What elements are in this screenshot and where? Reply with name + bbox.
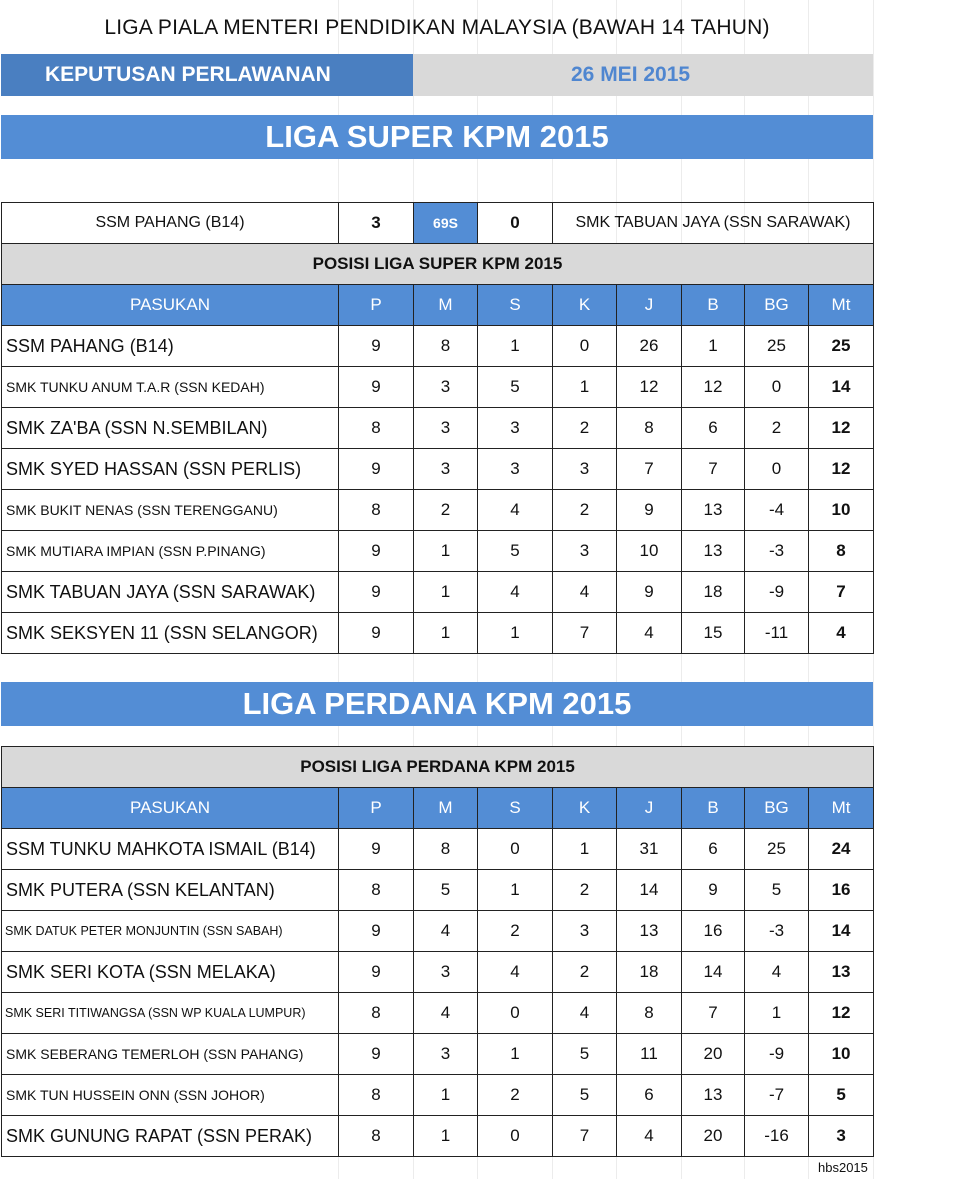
points-cell: 25	[809, 326, 874, 367]
stat-cell: 4	[553, 572, 617, 613]
stat-cell: 1	[478, 326, 553, 367]
stat-cell: 5	[553, 1034, 617, 1075]
stat-cell: 9	[339, 531, 414, 572]
team-name: SMK SERI KOTA (SSN MELAKA)	[2, 952, 339, 993]
points-cell: 4	[809, 613, 874, 654]
stat-cell: 9	[682, 870, 745, 911]
stat-cell: -9	[745, 572, 809, 613]
table-row	[2, 1034, 874, 1075]
away-score: 0	[478, 203, 553, 244]
stat-cell: 12	[682, 367, 745, 408]
column-header: P	[339, 788, 414, 829]
team-name: SSM PAHANG (B14)	[2, 326, 339, 367]
stat-cell: 9	[339, 1034, 414, 1075]
column-header: K	[553, 788, 617, 829]
team-name: SMK TUNKU ANUM T.A.R (SSN KEDAH)	[2, 367, 339, 408]
stat-cell: -11	[745, 613, 809, 654]
stat-cell: -7	[745, 1075, 809, 1116]
team-name: SMK MUTIARA IMPIAN (SSN P.PINANG)	[2, 531, 339, 572]
stat-cell: 2	[553, 490, 617, 531]
stat-cell: 25	[745, 829, 809, 870]
stat-cell: 31	[617, 829, 682, 870]
points-cell: 24	[809, 829, 874, 870]
page-title-text: LIGA PIALA MENTERI PENDIDIKAN MALAYSIA (BAWAH 14 TAHUN)	[104, 16, 770, 39]
points-cell: 3	[809, 1116, 874, 1157]
column-header: K	[553, 285, 617, 326]
stat-cell: -9	[745, 1034, 809, 1075]
team-name: SSM TUNKU MAHKOTA ISMAIL (B14)	[2, 829, 339, 870]
stat-cell: 3	[414, 408, 478, 449]
stat-cell: 7	[617, 449, 682, 490]
stat-cell: 2	[553, 870, 617, 911]
stat-cell: 9	[339, 449, 414, 490]
team-name: SMK TABUAN JAYA (SSN SARAWAK)	[2, 572, 339, 613]
table-row	[2, 613, 874, 654]
stat-cell: 8	[339, 1116, 414, 1157]
column-header: S	[478, 788, 553, 829]
stat-cell: 1	[414, 1116, 478, 1157]
match-result-label: KEPUTUSAN PERLAWANAN	[1, 54, 413, 96]
stat-cell: 4	[617, 613, 682, 654]
points-cell: 8	[809, 531, 874, 572]
team-name: SMK SERI TITIWANGSA (SSN WP KUALA LUMPUR)	[2, 993, 339, 1034]
table-row	[2, 870, 874, 911]
stat-cell: 9	[617, 490, 682, 531]
table-row	[2, 1116, 874, 1157]
stat-cell: 1	[553, 367, 617, 408]
team-name: SMK DATUK PETER MONJUNTIN (SSN SABAH)	[2, 911, 339, 952]
table-row	[2, 531, 874, 572]
perdana-league-heading-text: LIGA PERDANA KPM 2015	[242, 686, 632, 721]
column-header: BG	[745, 285, 809, 326]
stat-cell: 8	[339, 408, 414, 449]
stat-cell: 4	[617, 1116, 682, 1157]
stat-cell: 7	[553, 1116, 617, 1157]
stat-cell: -3	[745, 531, 809, 572]
stat-cell: 3	[414, 952, 478, 993]
stat-cell: 0	[478, 1116, 553, 1157]
stat-cell: 13	[617, 911, 682, 952]
stat-cell: 9	[339, 911, 414, 952]
stat-cell: 8	[339, 993, 414, 1034]
stat-cell: 1	[553, 829, 617, 870]
standings-title-row	[2, 244, 874, 285]
standings-title: POSISI LIGA PERDANA KPM 2015	[2, 747, 874, 788]
stat-cell: 1	[414, 531, 478, 572]
column-header: M	[414, 788, 478, 829]
stat-cell: 6	[617, 1075, 682, 1116]
column-header: M	[414, 285, 478, 326]
stat-cell: 1	[682, 326, 745, 367]
standings-title-row	[2, 747, 874, 788]
stat-cell: 5	[478, 367, 553, 408]
stat-cell: 13	[682, 531, 745, 572]
stat-cell: 3	[553, 911, 617, 952]
stat-cell: 3	[478, 408, 553, 449]
stat-cell: 18	[682, 572, 745, 613]
team-name: SMK TUN HUSSEIN ONN (SSN JOHOR)	[2, 1075, 339, 1116]
stat-cell: 6	[682, 829, 745, 870]
stat-cell: 3	[414, 449, 478, 490]
super-league-heading-text: LIGA SUPER KPM 2015	[265, 119, 609, 154]
table-row	[2, 326, 874, 367]
footer-credit: hbs2015	[818, 1160, 868, 1175]
stat-cell: 1	[478, 613, 553, 654]
points-cell: 7	[809, 572, 874, 613]
column-header: J	[617, 788, 682, 829]
team-name: SMK SEBERANG TEMERLOH (SSN PAHANG)	[2, 1034, 339, 1075]
stat-cell: 3	[414, 1034, 478, 1075]
stat-cell: 0	[745, 367, 809, 408]
match-code: 69S	[414, 203, 478, 244]
stat-cell: 7	[553, 613, 617, 654]
stat-cell: 1	[414, 1075, 478, 1116]
column-header: B	[682, 285, 745, 326]
super-league-heading	[1, 115, 873, 159]
match-row	[2, 203, 874, 244]
stat-cell: 0	[478, 829, 553, 870]
table-row	[2, 449, 874, 490]
table-row	[2, 367, 874, 408]
stat-cell: 11	[617, 1034, 682, 1075]
home-team: SSM PAHANG (B14)	[2, 203, 339, 244]
team-name: SMK BUKIT NENAS (SSN TERENGGANU)	[2, 490, 339, 531]
away-team: SMK TABUAN JAYA (SSN SARAWAK)	[553, 203, 874, 244]
stat-cell: 3	[553, 449, 617, 490]
perdana-league-heading	[1, 682, 873, 726]
stat-cell: 4	[745, 952, 809, 993]
points-cell: 12	[809, 449, 874, 490]
stat-cell: 4	[553, 993, 617, 1034]
stat-cell: -16	[745, 1116, 809, 1157]
stat-cell: 8	[617, 993, 682, 1034]
team-name: SMK PUTERA (SSN KELANTAN)	[2, 870, 339, 911]
team-name: SMK SEKSYEN 11 (SSN SELANGOR)	[2, 613, 339, 654]
stat-cell: 1	[478, 1034, 553, 1075]
stat-cell: 4	[414, 911, 478, 952]
column-header-row	[2, 788, 874, 829]
stat-cell: 10	[617, 531, 682, 572]
table-row	[2, 408, 874, 449]
stat-cell: 9	[617, 572, 682, 613]
stat-cell: 26	[617, 326, 682, 367]
stat-cell: 5	[553, 1075, 617, 1116]
stat-cell: 8	[414, 829, 478, 870]
stat-cell: 7	[682, 449, 745, 490]
stat-cell: 4	[478, 490, 553, 531]
points-cell: 10	[809, 490, 874, 531]
stat-cell: 9	[339, 367, 414, 408]
stat-cell: 1	[478, 870, 553, 911]
stat-cell: 8	[339, 1075, 414, 1116]
column-header: Mt	[809, 788, 874, 829]
stat-cell: 18	[617, 952, 682, 993]
stat-cell: 13	[682, 490, 745, 531]
stat-cell: 8	[617, 408, 682, 449]
stat-cell: 5	[414, 870, 478, 911]
table-row	[2, 993, 874, 1034]
stat-cell: 6	[682, 408, 745, 449]
stat-cell: 9	[339, 829, 414, 870]
stat-cell: 2	[745, 408, 809, 449]
stat-cell: 20	[682, 1034, 745, 1075]
stat-cell: 0	[553, 326, 617, 367]
table-row	[2, 572, 874, 613]
table-row	[2, 911, 874, 952]
match-date: 26 MEI 2015	[413, 54, 873, 96]
stat-cell: 13	[682, 1075, 745, 1116]
stat-cell: 4	[478, 572, 553, 613]
stat-cell: 4	[478, 952, 553, 993]
stat-cell: 0	[745, 449, 809, 490]
stat-cell: 7	[682, 993, 745, 1034]
column-header: BG	[745, 788, 809, 829]
match-result-bar	[1, 54, 873, 96]
column-header: Mt	[809, 285, 874, 326]
stat-cell: 1	[745, 993, 809, 1034]
points-cell: 5	[809, 1075, 874, 1116]
stat-cell: 4	[414, 993, 478, 1034]
team-name: SMK ZA'BA (SSN N.SEMBILAN)	[2, 408, 339, 449]
stat-cell: 2	[478, 1075, 553, 1116]
stat-cell: 1	[414, 613, 478, 654]
home-score: 3	[339, 203, 414, 244]
super-league-table	[1, 202, 874, 654]
stat-cell: 3	[553, 531, 617, 572]
stat-cell: -4	[745, 490, 809, 531]
stat-cell: 2	[553, 952, 617, 993]
stat-cell: 14	[682, 952, 745, 993]
points-cell: 14	[809, 911, 874, 952]
table-row	[2, 1075, 874, 1116]
team-name: SMK GUNUNG RAPAT (SSN PERAK)	[2, 1116, 339, 1157]
column-header: PASUKAN	[2, 285, 339, 326]
stat-cell: 0	[478, 993, 553, 1034]
stat-cell: 25	[745, 326, 809, 367]
stat-cell: 8	[414, 326, 478, 367]
stat-cell: 9	[339, 326, 414, 367]
stat-cell: 9	[339, 572, 414, 613]
standings-title: POSISI LIGA SUPER KPM 2015	[2, 244, 874, 285]
table-row	[2, 490, 874, 531]
points-cell: 16	[809, 870, 874, 911]
points-cell: 12	[809, 993, 874, 1034]
points-cell: 14	[809, 367, 874, 408]
stat-cell: 2	[414, 490, 478, 531]
team-name: SMK SYED HASSAN (SSN PERLIS)	[2, 449, 339, 490]
column-header: P	[339, 285, 414, 326]
stat-cell: 20	[682, 1116, 745, 1157]
column-header-row	[2, 285, 874, 326]
column-header: PASUKAN	[2, 788, 339, 829]
stat-cell: 16	[682, 911, 745, 952]
table-row	[2, 829, 874, 870]
stat-cell: 5	[745, 870, 809, 911]
perdana-league-table	[1, 746, 874, 1157]
stat-cell: 5	[478, 531, 553, 572]
page-title	[1, 6, 873, 50]
column-header: J	[617, 285, 682, 326]
column-header: S	[478, 285, 553, 326]
stat-cell: 15	[682, 613, 745, 654]
column-header: B	[682, 788, 745, 829]
stat-cell: 9	[339, 952, 414, 993]
stat-cell: 8	[339, 870, 414, 911]
points-cell: 12	[809, 408, 874, 449]
stat-cell: 12	[617, 367, 682, 408]
stat-cell: 1	[414, 572, 478, 613]
points-cell: 10	[809, 1034, 874, 1075]
stat-cell: 3	[478, 449, 553, 490]
stat-cell: 8	[339, 490, 414, 531]
stat-cell: 14	[617, 870, 682, 911]
stat-cell: 2	[478, 911, 553, 952]
points-cell: 13	[809, 952, 874, 993]
stat-cell: 9	[339, 613, 414, 654]
stat-cell: 2	[553, 408, 617, 449]
stat-cell: -3	[745, 911, 809, 952]
table-row	[2, 952, 874, 993]
stat-cell: 3	[414, 367, 478, 408]
